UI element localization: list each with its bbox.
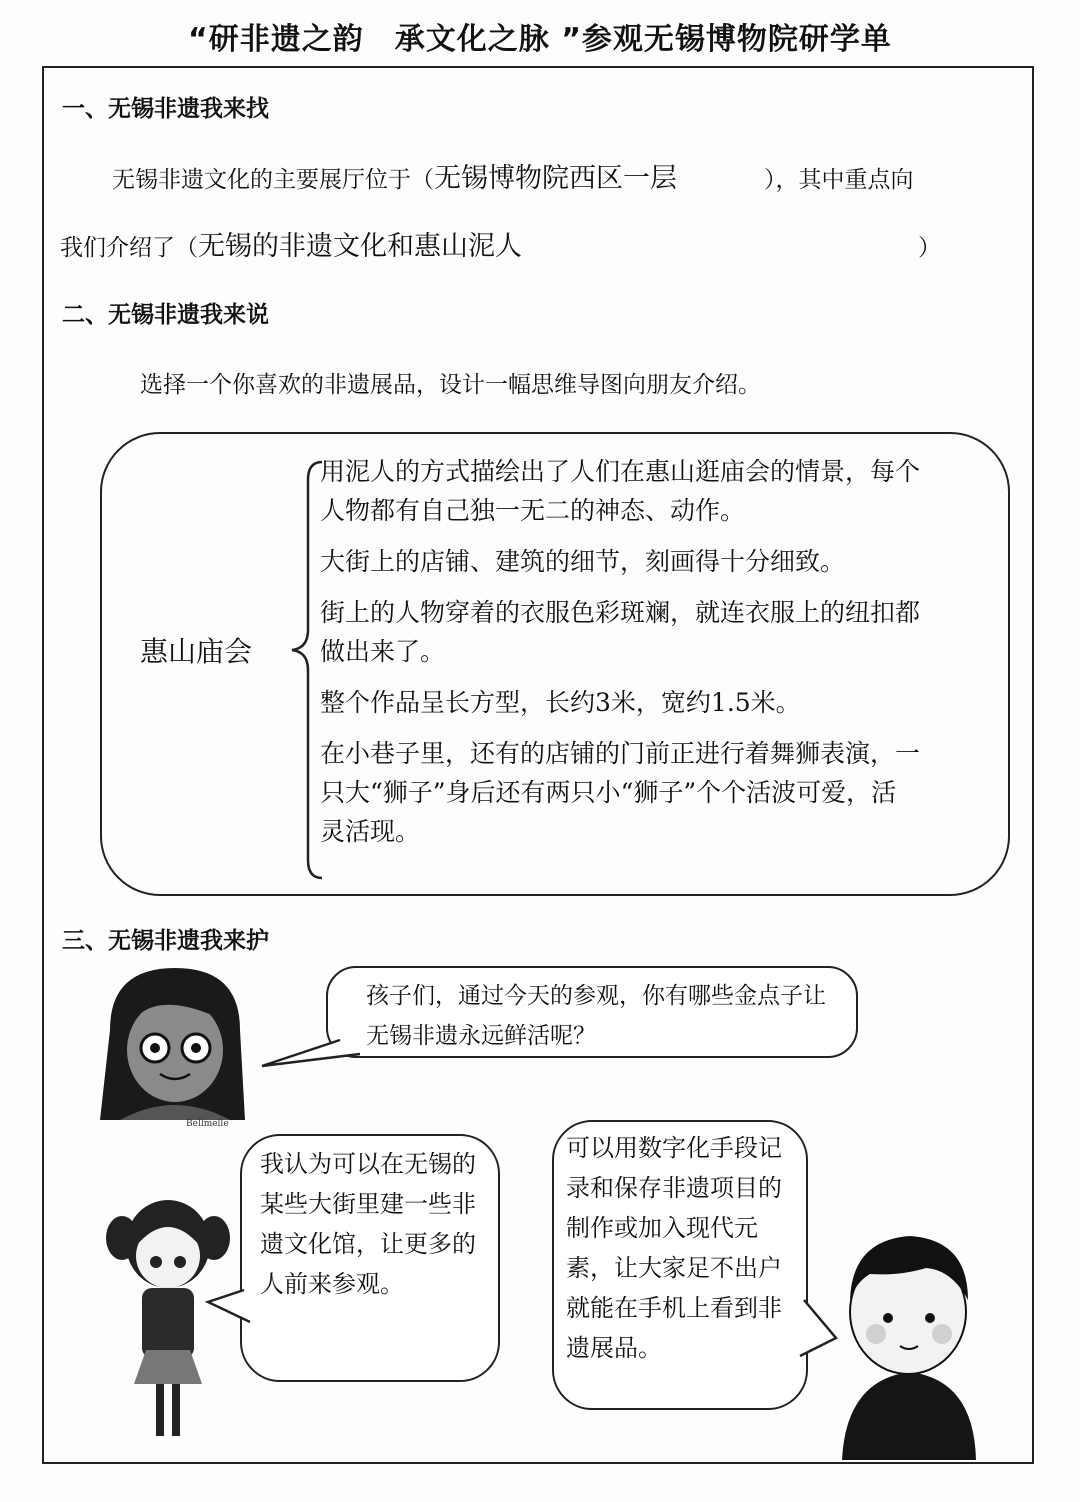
section1-heading: 一、无锡非遗我来找 — [62, 96, 269, 122]
line2-suffix: ） — [918, 235, 941, 261]
section3-heading: 三、无锡非遗我来护 — [62, 928, 269, 954]
mindmap-branch: 在小巷子里，还有的店铺的门前正进行着舞狮表演，一只大“狮子”身后还有两只小“狮子”个个活波可爱，活灵活现。 — [320, 739, 921, 846]
girl-figure — [106, 1200, 230, 1436]
line1-prefix: 无锡非遗文化的主要展厅位于（ — [112, 167, 434, 193]
boy-speech-text[interactable]: 可以用数字化手段记录和保存非遗项目的制作或加入现代元素，让大家足不出户就能在手机上看到非遗展品。 — [566, 1134, 782, 1362]
line2-answer[interactable]: 无锡的非遗文化和惠山泥人 — [198, 231, 522, 262]
teacher-avatar — [100, 968, 245, 1120]
line2-prefix: 我们介绍了（ — [60, 235, 198, 261]
line1-answer[interactable]: 无锡博物院西区一层 — [434, 163, 677, 194]
section2-instruction: 选择一个你喜欢的非遗展品，设计一幅思维导图向朋友介绍。 — [140, 372, 761, 398]
mindmap-branch: 大街上的店铺、建筑的细节，刻画得十分细致。 — [320, 547, 846, 576]
boy-figure — [842, 1236, 976, 1460]
section2-heading: 二、无锡非遗我来说 — [62, 302, 269, 328]
teacher-speech-text: 孩子们，通过今天的参观，你有哪些金点子让无锡非遗永远鲜活呢？ — [366, 983, 826, 1049]
girl-speech-text[interactable]: 我认为可以在无锡的某些大街里建一些非遗文化馆，让更多的人前来参观。 — [260, 1150, 476, 1298]
mindmap-branch: 街上的人物穿着的衣服色彩斑斓，就连衣服上的纽扣都做出来了。 — [320, 598, 921, 666]
page-title: “研非遗之韵 承文化之脉 ”参观无锡博物院研学单 — [188, 22, 892, 57]
line1-suffix: ），其中重点向 — [764, 167, 914, 193]
mindmap-branch: 整个作品呈长方型，长约3米，宽约1.5米。 — [320, 688, 801, 717]
mindmap-root: 惠山庙会 — [140, 635, 253, 668]
mindmap-branch: 用泥人的方式描绘出了人们在惠山逛庙会的情景，每个人物都有自己独一无二的神态、动作。 — [320, 457, 921, 525]
artist-signature: Bellmelle — [186, 1119, 229, 1129]
